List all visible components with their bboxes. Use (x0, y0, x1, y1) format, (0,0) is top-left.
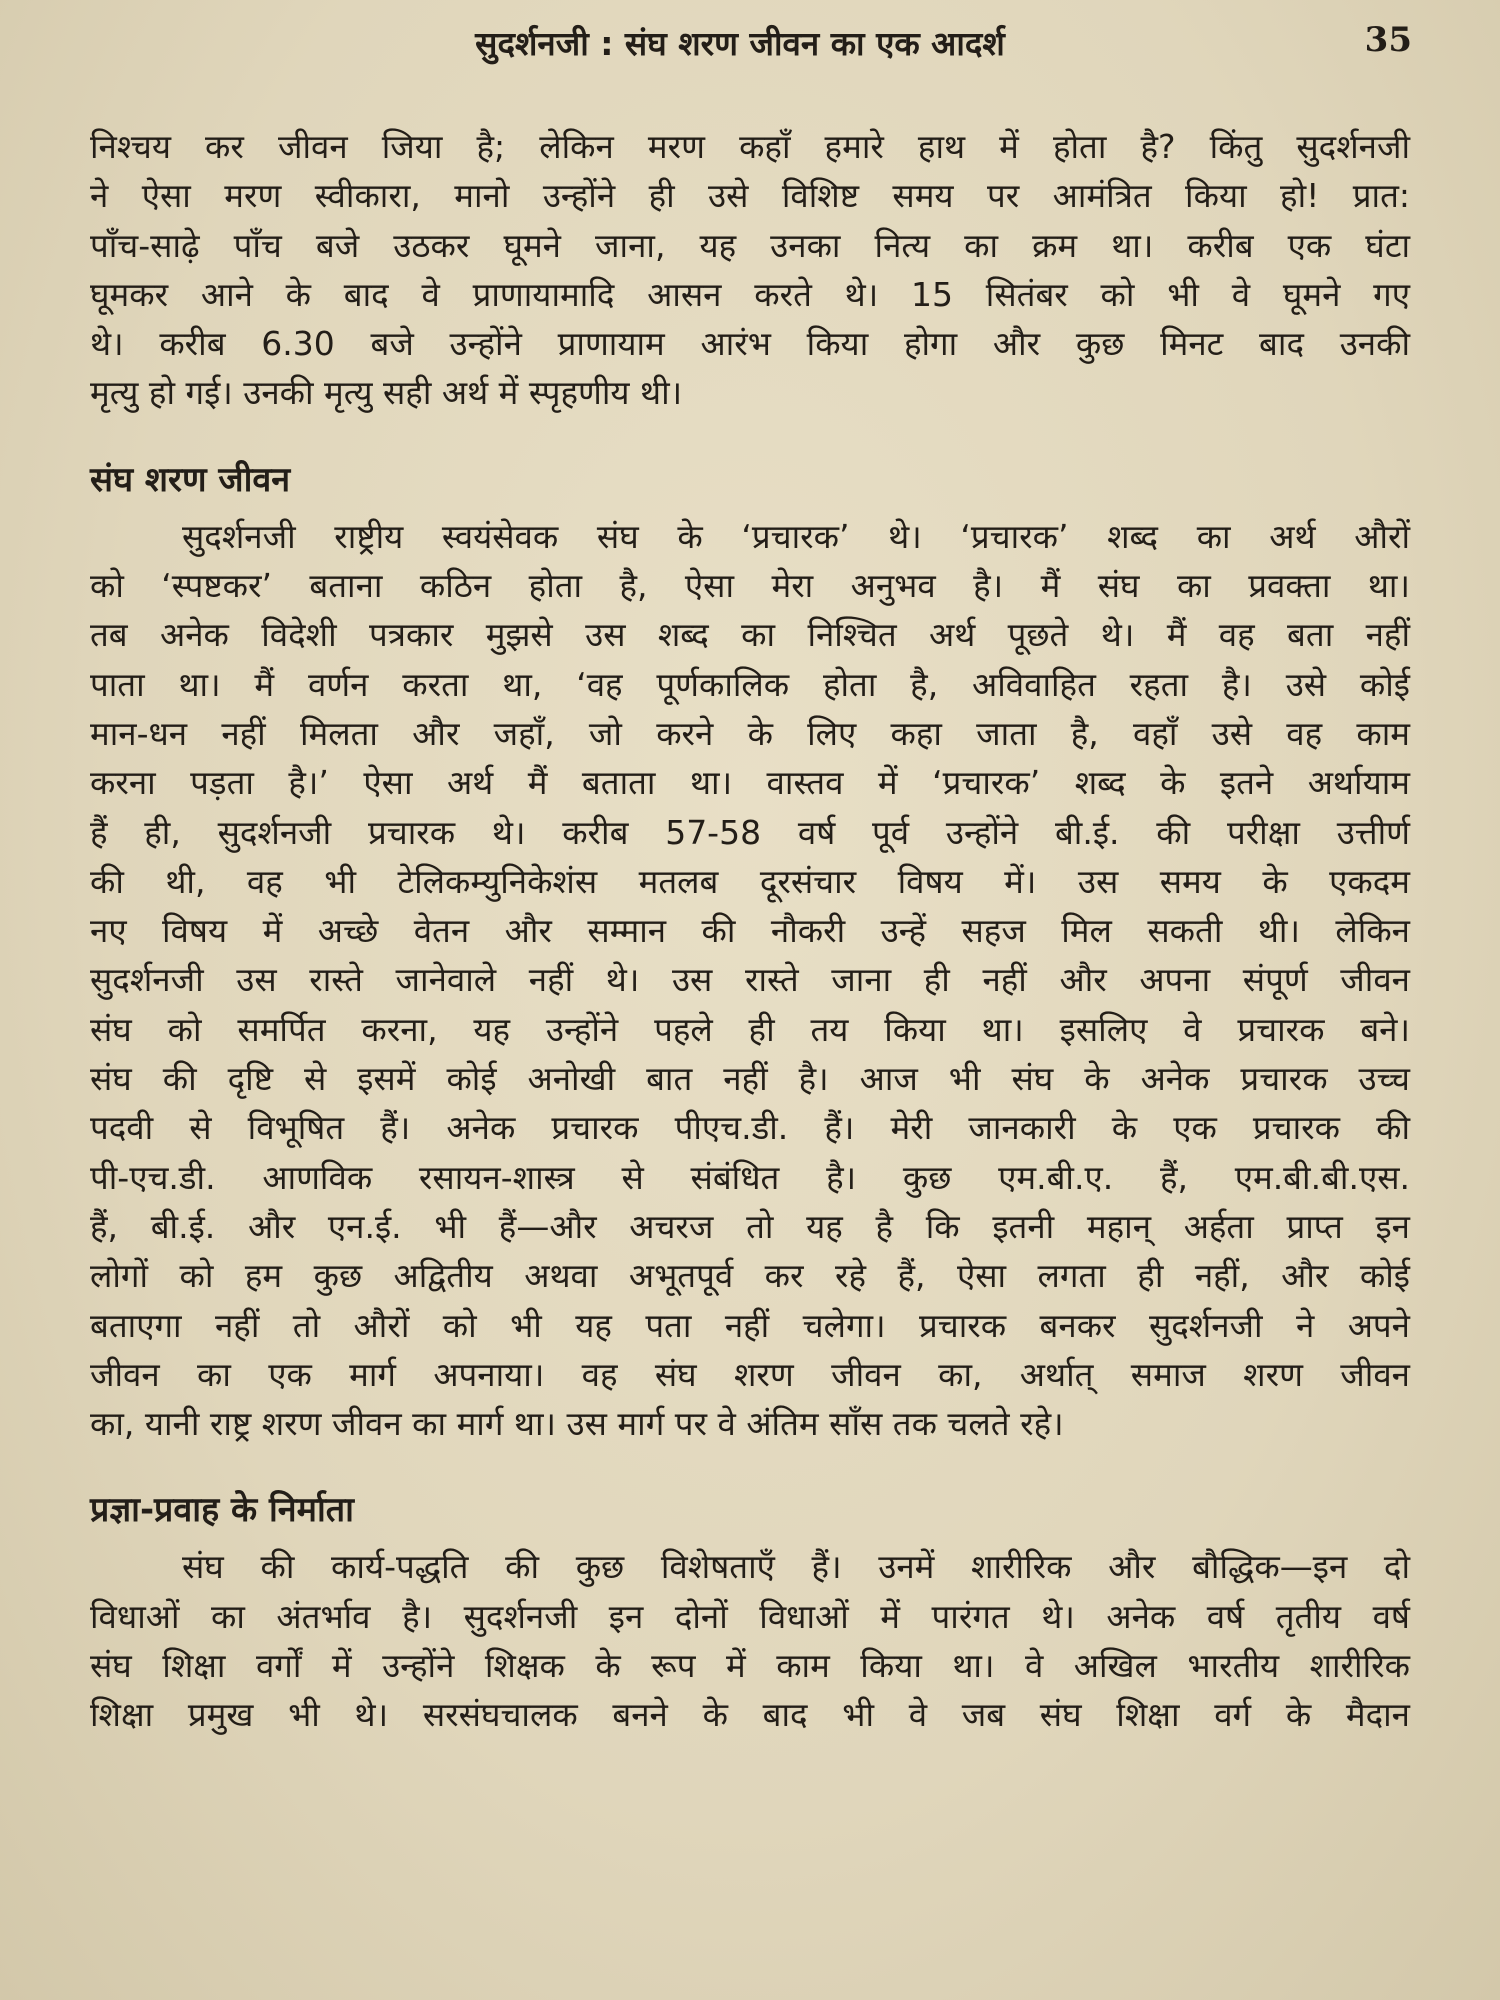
text-line: को ‘स्पष्टकर’ बताना कठिन होता है, ऐसा मेरा अनुभव है। मैं संघ का प्रवक्ता था। (90, 566, 1410, 606)
section-sangh-sharan-jeevan (90, 448, 1410, 1449)
text-line: पदवी से विभूषित हैं। अनेक प्रचारक पीएच.डी. हैं। मेरी जानकारी के एक प्रचारक की (90, 1108, 1410, 1148)
text-line: संघ की दृष्टि से इसमें कोई अनोखी बात नहीं है। आज भी संघ के अनेक प्रचारक उच्च (90, 1059, 1410, 1099)
running-title: सुदर्शनजी : संघ शरण जीवन का एक आदर्श (475, 24, 1005, 63)
text-line: पी-एच.डी. आणविक रसायन-शास्त्र से संबंधित है। कुछ एम.बी.ए. हैं, एम.बी.बी.एस. (90, 1157, 1410, 1197)
text-line: सुदर्शनजी उस रास्ते जानेवाले नहीं थे। उस रास्ते जाना ही नहीं और अपना संपूर्ण जीवन (90, 960, 1410, 1000)
text-line: थे। करीब 6.30 बजे उन्होंने प्राणायाम आरंभ किया होगा और कुछ मिनट बाद उनकी (90, 324, 1410, 364)
section-heading: प्रज्ञा-प्रवाह के निर्माता (90, 1490, 354, 1531)
text-line: पाँच-साढ़े पाँच बजे उठकर घूमने जाना, यह उनका नित्य का क्रम था। करीब एक घंटा (90, 225, 1410, 265)
text-line: ने ऐसा मरण स्वीकारा, मानो उन्होंने ही उसे विशिष्ट समय पर आमंत्रित किया हो! प्रात: (90, 176, 1410, 216)
text-line: मृत्यु हो गई। उनकी मृत्यु सही अर्थ में स्पृहणीय थी। (90, 373, 683, 413)
text-line: लोगों को हम कुछ अद्वितीय अथवा अभूतपूर्व कर रहे हैं, ऐसा लगता ही नहीं, और कोई (90, 1256, 1410, 1296)
section-heading: संघ शरण जीवन (90, 459, 291, 500)
text-line: का, यानी राष्ट्र शरण जीवन का मार्ग था। उस मार्ग पर वे अंतिम साँस तक चलते रहे। (90, 1404, 1064, 1444)
text-line: नए विषय में अच्छे वेतन और सम्मान की नौकरी उन्हें सहज मिल सकती थी। लेकिन (90, 911, 1410, 951)
text-line: हैं, बी.ई. और एन.ई. भी हैं—और अचरज तो यह है कि इतनी महान् अर्हता प्राप्त इन (90, 1206, 1410, 1246)
text-line: तब अनेक विदेशी पत्रकार मुझसे उस शब्द का निश्चित अर्थ पूछते थे। मैं वह बता नहीं (90, 615, 1410, 655)
text-line: विधाओं का अंतर्भाव है। सुदर्शनजी इन दोनों विधाओं में पारंगत थे। अनेक वर्ष तृतीय वर्ष (90, 1596, 1410, 1636)
text-line: पाता था। मैं वर्णन करता था, ‘वह पूर्णकालिक होता है, अविवाहित रहता है। उसे कोई (90, 664, 1410, 704)
text-line: संघ की कार्य-पद्धति की कुछ विशेषताएँ हैं। उनमें शारीरिक और बौद्धिक—इन दो (182, 1547, 1410, 1587)
text-line: मान-धन नहीं मिलता और जहाँ, जो करने के लिए कहा जाता है, वहाँ उसे वह काम (90, 713, 1410, 753)
paragraph-continuation (90, 122, 1410, 418)
text-line: घूमकर आने के बाद वे प्राणायामादि आसन करते थे। 15 सितंबर को भी वे घूमने गए (90, 274, 1410, 314)
page-number: 35 (1364, 20, 1412, 60)
text-line: संघ को समर्पित करना, यह उन्होंने पहले ही तय किया था। इसलिए वे प्रचारक बने। (90, 1009, 1410, 1049)
text-line: संघ शिक्षा वर्गों में उन्होंने शिक्षक के रूप में काम किया था। वे अखिल भारतीय शारीरिक (90, 1646, 1410, 1686)
text-line: करना पड़ता है।’ ऐसा अर्थ मैं बताता था। वास्तव में ‘प्रचारक’ शब्द के इतने अर्थायाम (90, 763, 1410, 803)
text-line: सुदर्शनजी राष्ट्रीय स्वयंसेवक संघ के ‘प्रचारक’ थे। ‘प्रचारक’ शब्द का अर्थ औरों (182, 516, 1410, 556)
text-line: निश्चय कर जीवन जिया है; लेकिन मरण कहाँ हमारे हाथ में होता है? किंतु सुदर्शनजी (90, 127, 1410, 166)
text-line: हैं ही, सुदर्शनजी प्रचारक थे। करीब 57-58 वर्ष पूर्व उन्होंने बी.ई. की परीक्षा उत्तीर्ण (90, 812, 1410, 852)
text-line: बताएगा नहीं तो औरों को भी यह पता नहीं चलेगा। प्रचारक बनकर सुदर्शनजी ने अपने (90, 1305, 1410, 1345)
section-pragya-pravah (90, 1478, 1410, 1739)
text-line: की थी, वह भी टेलिकम्युनिकेशंस मतलब दूरसंचार विषय में। उस समय के एकदम (90, 861, 1410, 901)
running-header (0, 18, 1500, 74)
body-text (90, 122, 1410, 1740)
text-line: जीवन का एक मार्ग अपनाया। वह संघ शरण जीवन का, अर्थात् समाज शरण जीवन (90, 1354, 1410, 1394)
text-line: शिक्षा प्रमुख भी थे। सरसंघचालक बनने के बाद भी वे जब संघ शिक्षा वर्ग के मैदान (90, 1695, 1410, 1735)
